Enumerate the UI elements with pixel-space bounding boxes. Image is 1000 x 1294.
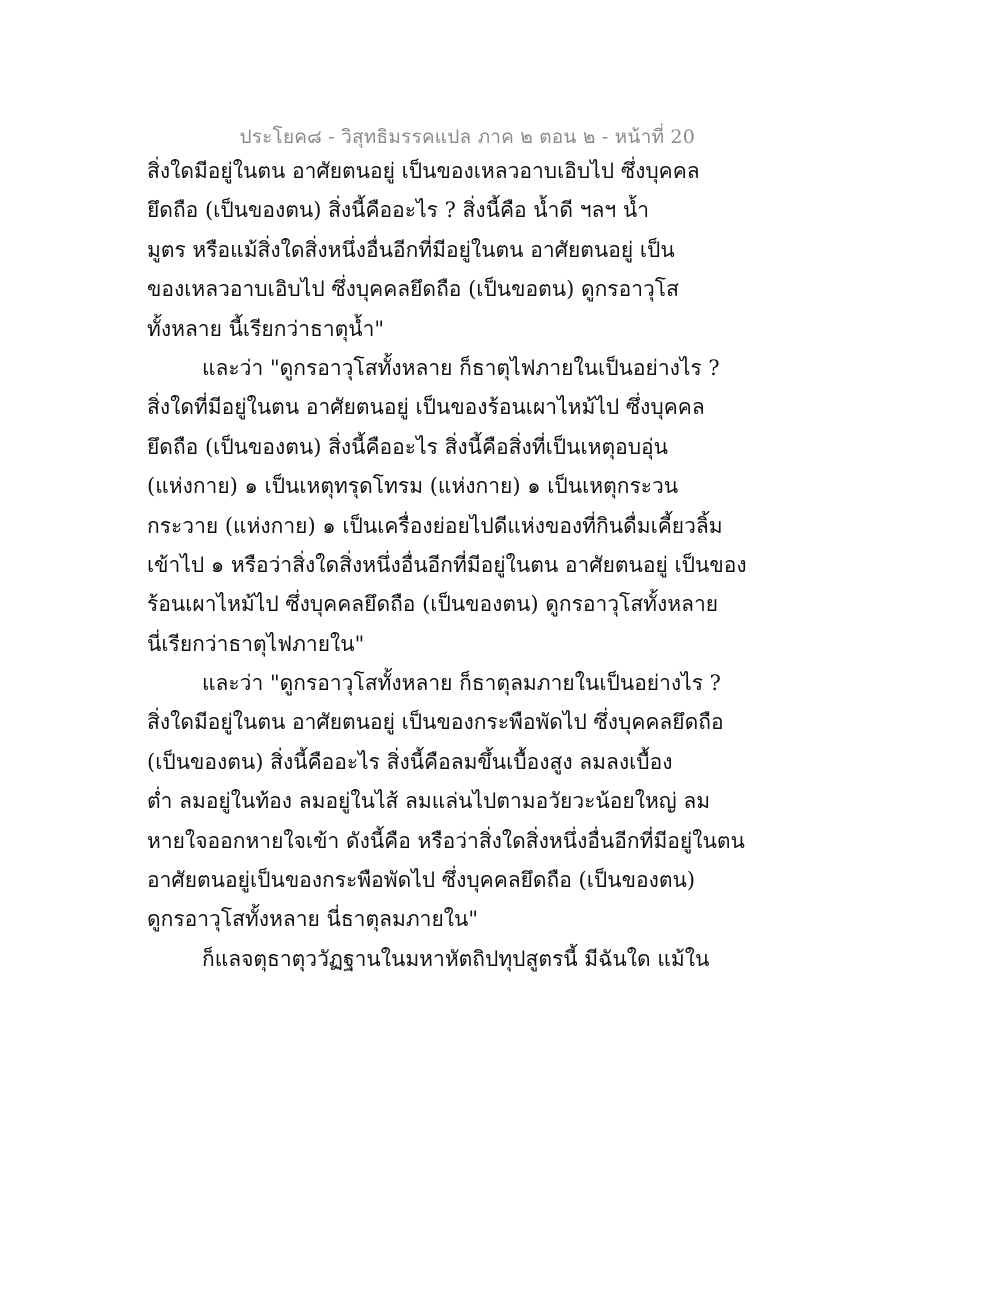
text-line: กระวาย (แห่งกาย) ๑ เป็นเครื่องย่อยไปดีแห่งของที่กินดื่มเคี้ยวลิ้ม	[147, 513, 723, 538]
text-line: ของเหลวอาบเอิบไป ซึ่งบุคคลยึดถือ (เป็นขอตน) ดูกรอาวุโส	[147, 277, 679, 302]
text-line-paragraph-start: ก็แลจตุธาตุววัฏฐานในมหาหัตถิปทุปสูตรนี้ มีฉันใด แม้ใน	[202, 946, 710, 971]
text-line: ยึดถือ (เป็นของตน) สิ่งนี้คืออะไร ? สิ่งนี้คือ น้ำดี ฯลฯ น้ำ	[147, 198, 650, 223]
text-line-paragraph-start: และว่า "ดูกรอาวุโสทั้งหลาย ก็ธาตุลมภายในเป็นอย่างไร ?	[202, 671, 721, 696]
text-line: สิ่งใดมีอยู่ในตน อาศัยตนอยู่ เป็นของเหลวอาบเอิบไป ซึ่งบุคคล	[147, 159, 700, 183]
text-line: ต่ำ ลมอยู่ในท้อง ลมอยู่ในไส้ ลมแล่นไปตามอวัยวะน้อยใหญ่ ลม	[147, 789, 711, 814]
text-line: นี่เรียกว่าธาตุไฟภายใน"	[147, 631, 365, 656]
text-line: เข้าไป ๑ หรือว่าสิ่งใดสิ่งหนึ่งอื่นอีกที่มีอยู่ในตน อาศัยตนอยู่ เป็นของ	[147, 552, 747, 577]
text-line: ดูกรอาวุโสทั้งหลาย นี่ธาตุลมภายใน"	[147, 907, 479, 932]
text-line: มูตร หรือแม้สิ่งใดสิ่งหนึ่งอื่นอีกที่มีอยู่ในตน อาศัยตนอยู่ เป็น	[147, 237, 675, 262]
text-line: อาศัยตนอยู่เป็นของกระพือพัดไป ซึ่งบุคคลยึดถือ (เป็นของตน)	[147, 868, 696, 893]
text-line-paragraph-start: และว่า "ดูกรอาวุโสทั้งหลาย ก็ธาตุไฟภายในเป็นอย่างไร ?	[202, 355, 720, 380]
text-line: สิ่งใดมีอยู่ในตน อาศัยตนอยู่ เป็นของกระพือพัดไป ซึ่งบุคคลยึดถือ	[147, 710, 724, 735]
text-line: ยึดถือ (เป็นของตน) สิ่งนี้คืออะไร สิ่งนี้คือสิ่งที่เป็นเหตุอบอุ่น	[147, 434, 669, 459]
text-line: ทั้งหลาย นี้เรียกว่าธาตุน้ำ"	[147, 316, 385, 341]
body-text	[147, 152, 747, 979]
text-line: หายใจออกหายใจเข้า ดังนี้คือ หรือว่าสิ่งใดสิ่งหนึ่งอื่นอีกที่มีอยู่ในตน	[147, 828, 745, 853]
text-line: สิ่งใดที่มีอยู่ในตน อาศัยตนอยู่ เป็นของร้อนเผาไหม้ไป ซึ่งบุคคล	[147, 395, 705, 420]
page-header: ประโยค๘ - วิสุทธิมรรคแปล ภาค ๒ ตอน ๒ - หน้าที่ 20	[239, 126, 695, 148]
text-line: (แห่งกาย) ๑ เป็นเหตุทรุดโทรม (แห่งกาย) ๑ เป็นเหตุกระวน	[147, 474, 679, 499]
text-line: ร้อนเผาไหม้ไป ซึ่งบุคคลยึดถือ (เป็นของตน) ดูกรอาวุโสทั้งหลาย	[147, 592, 719, 617]
text-line: (เป็นของตน) สิ่งนี้คืออะไร สิ่งนี้คือลมขึ้นเบื้องสูง ลมลงเบื้อง	[147, 749, 673, 774]
